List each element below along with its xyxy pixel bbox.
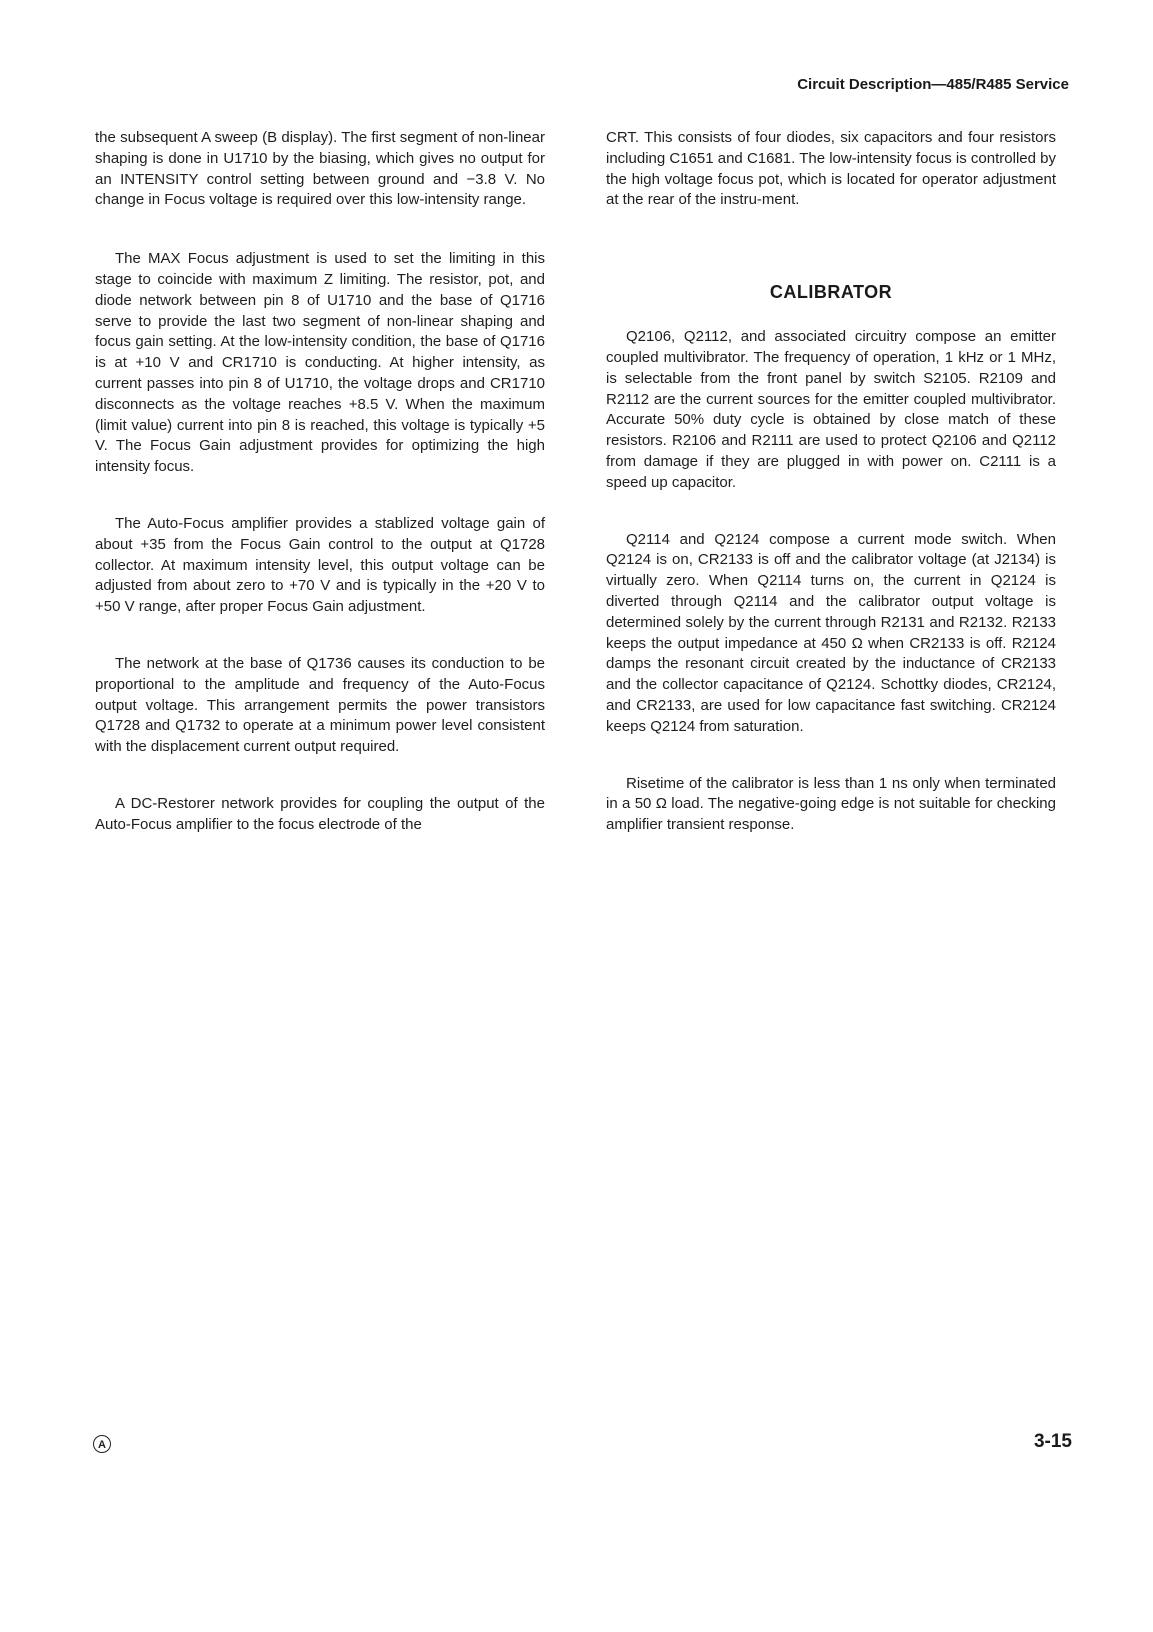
- page-number: 3-15: [1033, 1431, 1072, 1452]
- paragraph-risetime: Risetime of the calibrator is less than 1 ns only when terminated in a 50 Ω load. The negative-going edge is not suitable for checking amplifier transient response.: [606, 774, 1056, 834]
- section-heading-calibrator: CALIBRATOR: [769, 282, 893, 303]
- paragraph-current-mode-switch: Q2114 and Q2124 compose a current mode switch. When Q2124 is on, CR2133 is off and the calibrator voltage (at J2134) is virtually zero. When Q2114 turns on, the current in Q2124 is diverted through Q2114 and the calibrator output voltage is determined solely by the current through R2131 and R2132. R2133 keeps the output impedance at 450 Ω when CR2133 is off. R2124 damps the resonant circuit created by the inductance of CR2133 and the collector capacitance of Q2124. Schottky diodes, CR2124, and CR2133, are used for low capacitance fast switching. CR2124 keeps Q2124 from saturation.: [606, 530, 1056, 735]
- paragraph-auto-focus: The Auto-Focus amplifier provides a stablized voltage gain of about +35 from the Focus Gain control to the output at Q1728 collector. At maximum intensity level, this output voltage can be adjusted from about zero to +70 V and is typically in the +20 V to +50 V range, after proper Focus Gain adjustment.: [95, 514, 545, 616]
- paragraph-continued: the subsequent A sweep (B display). The first segment of non-linear shaping is done in U1710 by the biasing, which gives no output for an INTENSITY control setting between ground and −3.8 V. No change in Focus voltage is required over this low-intensity range.: [95, 129, 545, 209]
- paragraph-max-focus: The MAX Focus adjustment is used to set the limiting in this stage to coincide with maximum Z limiting. The resistor, pot, and diode network between pin 8 of U1710 and the base of Q1716 serve to provide the last two segment of non-linear shaping and focus gain setting. At the low-intensity condition, the base of Q1716 is at +10 V and CR1710 is conducting. At higher intensity, as current passes into pin 8 of U1710, the voltage drops and CR1710 disconnects as the voltage reaches +8.5 V. When the maximum (limit value) current into pin 8 is reached, this voltage is typically +5 V. The Focus Gain adjustment provides for optimizing the high intensity focus.: [95, 250, 545, 476]
- running-header: Circuit Description—485/R485 Service: [797, 76, 1069, 93]
- paragraph-network-q1736: The network at the base of Q1736 causes its conduction to be proportional to the amplitude and frequency of the Auto-Focus output voltage. This arrangement permits the power transistors Q1728 and Q1732 to operate at a minimum power level consistent with the displacement current output required.: [95, 654, 545, 756]
- left-column: [95, 128, 545, 836]
- paragraph-crt-continued: CRT. This consists of four diodes, six capacitors and four resistors including C1651 and C1681. The low-intensity focus is controlled by the high voltage focus pot, which is located for operator adjustment at the rear of the instru-ment.: [606, 129, 1056, 209]
- paragraph-multivibrator: Q2106, Q2112, and associated circuitry compose an emitter coupled multivibrator. The frequency of operation, 1 kHz or 1 MHz, is selectable from the front panel by switch S2105. R2109 and R2112 are the current sources for the emitter coupled multivibrator. Accurate 50% duty cycle is obtained by close match of these resistors. R2106 and R2111 are used to protect Q2106 and Q2112 from damage if they are plugged in with power on. C2111 is a speed up capacitor.: [606, 328, 1056, 491]
- right-column: [606, 128, 1056, 836]
- paragraph-dc-restorer: A DC-Restorer network provides for coupling the output of the Auto-Focus amplifier to the focus electrode of the: [95, 794, 545, 833]
- revision-mark-icon: A: [93, 1435, 111, 1453]
